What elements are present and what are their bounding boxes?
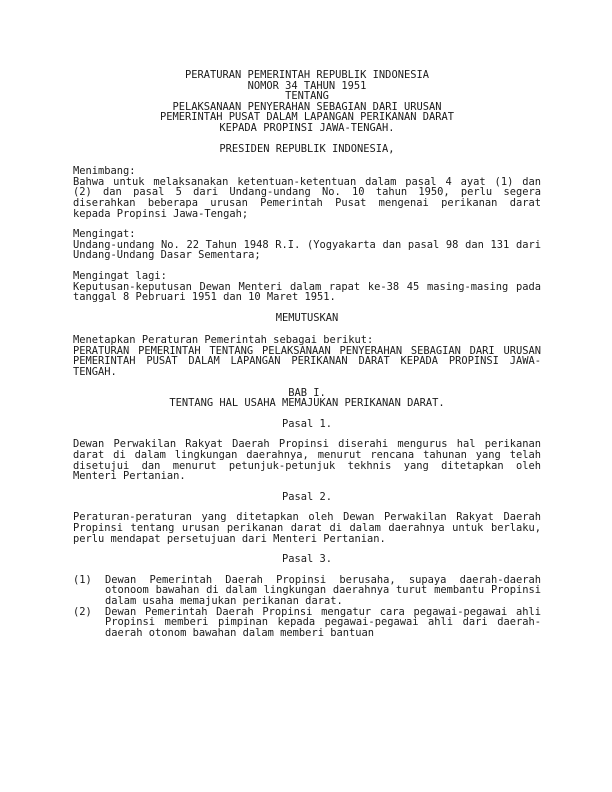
president-line: PRESIDEN REPUBLIK INDONESIA, [219,142,395,155]
pasal-3-list [73,575,541,639]
mengingat-lagi-text: Keputusan-keputusan Dewan Menteri dalam rapat ke-38 45 masing-masing pada tanggal 8 Pebruari 1951 dan 10 Maret 1951. [73,280,541,304]
menimbang-section [73,166,541,219]
mengingat-text: Undang-undang No. 22 Tahun 1948 R.I. (Yogyakarta dan pasal 98 dan 131 dari Undang-Undang Dasar Sementara; [73,238,541,262]
mengingat-section [73,229,541,261]
menimbang-label: Menimbang: [73,165,136,178]
pasal-2-text: Peraturan-peraturan yang ditetapkan oleh Dewan Perwakilan Rakyat Daerah Propinsi tentang urusan perikanan darat di dalam daerahnya untuk berlaku, perlu mendapat persetujuan dari Menteri Pertanian. [73,511,541,545]
bab-title: TENTANG HAL USAHA MEMAJUKAN PERIKANAN DARAT. [169,397,445,410]
item-number: (1) [73,573,92,586]
pasal-2-title: Pasal 2. [281,490,333,503]
menetapkan-section [73,335,541,377]
header-line-4: PELAKSANAAN PENYERAHAN SEBAGIAN DARI URUSAN [172,100,442,113]
header-line-2: NOMOR 34 TAHUN 1951 [247,79,367,92]
header-line-1: PERATURAN PEMERINTAH REPUBLIK INDONESIA [185,69,429,81]
menetapkan-label: Menetapkan Peraturan Pemerintah sebagai berikut: [73,334,374,347]
document-header [73,70,541,134]
item-number: (2) [73,605,92,618]
item-text: Dewan Pemerintah Daerah Propinsi mengatur cara pegawai-pegawai ahli Propinsi memberi pimpinan kepada pegawai-pegawai ahli dari daerah-daerah otonom bawahan dalam memberi bantuan [105,605,541,639]
header-line-3: TENTANG [285,90,329,103]
header-line-5: PEMERINTAH PUSAT DALAM LAPANGAN PERIKANAN DARAT [159,111,455,124]
header-line-6: KEPADA PROPINSI JAWA-TENGAH. [219,121,395,134]
pasal-1-title: Pasal 1. [281,417,333,430]
mengingat-lagi-label: Mengingat lagi: [73,269,167,282]
bab-heading [73,388,541,409]
memutuskan-heading: MEMUTUSKAN [275,311,339,324]
mengingat-lagi-section [73,271,541,303]
document-page [73,70,541,638]
list-item [73,575,541,607]
bab-number: BAB I. [288,386,326,399]
menimbang-text: Bahwa untuk melaksanakan ketentuan-ketentuan dalam pasal 4 ayat (1) dan (2) dan pasal 5 dari Undang-undang No. 10 tahun 1950, perlu segera diserahkan beberapa urusan Pemerintah Pusat mengenai perikanan darat kepada Propinsi Jawa-Tengah; [73,175,541,220]
mengingat-label: Mengingat: [73,228,136,241]
menetapkan-text: PERATURAN PEMERINTAH TENTANG PELAKSANAAN PENYERAHAN SEBAGIAN DARI URUSAN PEMERINTAH PUSAT DALAM LAPANGAN PERIKANAN DARAT KEPADA PROPINSI JAWA-TENGAH. [73,344,541,379]
item-text: Dewan Pemerintah Daerah Propinsi berusaha, supaya daerah-daerah otonoom bawahan di dalam lingkungan daerahnya turut membantu Propinsi dalam usaha memajukan perikanan darat. [105,573,541,607]
pasal-1-text: Dewan Perwakilan Rakyat Daerah Propinsi diserahi mengurus hal perikanan darat di dalam lingkungan daerahnya, menurut rencana tahunan yang telah disetujui dan menurut petunjuk-petunjuk tekhnis yang ditetapkan oleh Menteri Pertanian. [73,438,541,483]
pasal-3-title: Pasal 3. [281,553,333,566]
list-item [73,607,541,639]
